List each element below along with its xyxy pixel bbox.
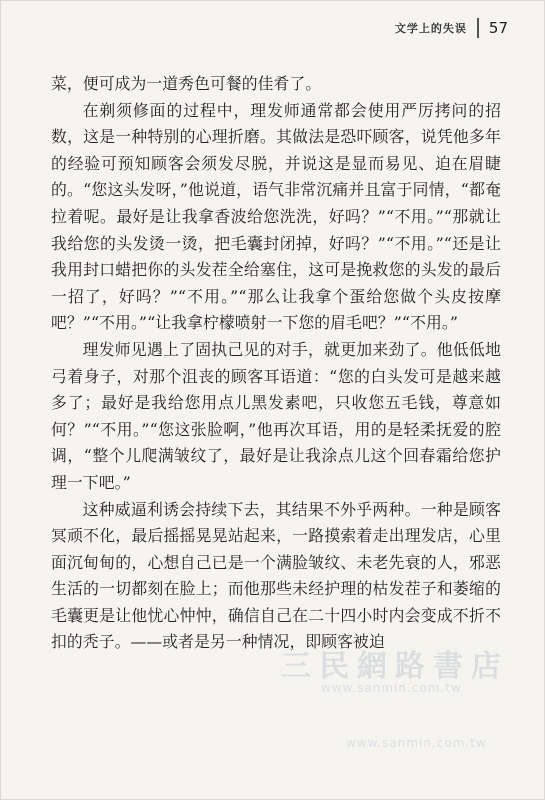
watermark-url: www.sanmin.com.tw xyxy=(321,681,462,695)
paragraph-3: 理发师见遇上了固执己见的对手，就更加来劲了。他低低地弓着身子，对那个沮丧的顾客耳语道：“您的白头发可是越来越多了；最好是我给您用点儿黑发素吧，只收您五毛钱，尊意如何？”“不用。”“您这张脸啊，”他再次耳语，用的是轻柔抚爱的腔调，“整个儿爬满皱纹了，最好是让我涂点儿这个回春霜给您护理一下吧。” xyxy=(51,339,501,492)
body-text xyxy=(51,71,501,656)
page-number: 57 xyxy=(488,19,508,37)
paragraph-2: 在剃须修面的过程中，理发师通常都会使用严厉拷问的招数，这是一种特别的心理折磨。其做法是恐吓顾客，说凭他多年的经验可预知顾客会须发尽脱，并说这是显而易见、迫在眉睫的。“您这头发呀，”他说道，语气非常沉痛并且富于同情，“都奄拉着呢。最好是让我拿香波给您洗洗，好吗？”“不用。”“那就让我给您的头发烫一烫，把毛囊封闭掉，好吗？”“不用。”“还是让我用封口蜡把你的头发茬全给塞住，这可是挽救您的头发的最后一招了，好吗？”“不用。”“那么让我拿个蛋给您做个头皮按摩吧？”“不用。”“让我拿柠檬喷射一下您的眉毛吧？”“不用。” xyxy=(51,100,501,333)
running-header xyxy=(395,17,508,39)
paragraph-1: 菜，便可成为一道秀色可餐的佳肴了。 xyxy=(51,74,322,93)
watermark-text: 三民網路書店 xyxy=(281,649,509,684)
watermark-url-secondary: www.sanmin.com.tw xyxy=(346,736,487,750)
header-divider xyxy=(477,18,479,38)
chapter-title: 文学上的失误 xyxy=(394,22,467,35)
paragraph-4: 这种威逼利诱会持续下去，其结果不外乎两种。一种是顾客冥顽不化，最后摇摇晃晃站起来，一路摸索着走出理发店，心里面沉甸甸的，心想自己已是一个满脸皱纹、未老先衰的人，邪恶生活的一切都刻在脸上；而他那些未经护理的枯发茬子和萎缩的毛囊更是让他忧心忡忡，确信自己在二十四小时内会变成不折不扣的秃子。——或者是另一种情况，即顾客被迫 xyxy=(51,499,501,652)
